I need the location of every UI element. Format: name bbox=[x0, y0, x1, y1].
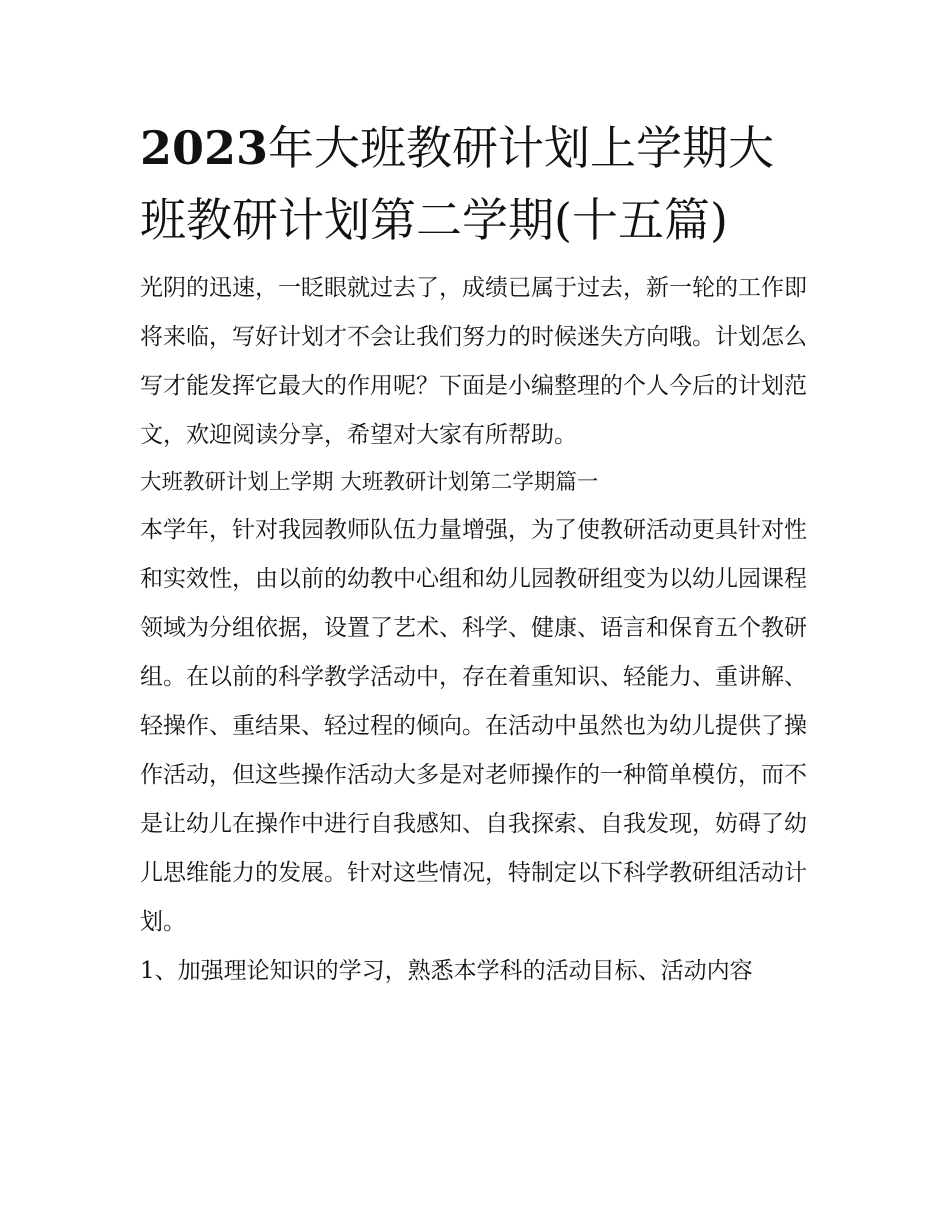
title-year: 2023 bbox=[140, 121, 269, 175]
list-item-1: 1、加强理论知识的学习，熟悉本学科的活动目标、活动内容 bbox=[140, 958, 753, 984]
intro-paragraph: 光阴的迅速，一眨眼就过去了，成绩已属于过去，新一轮的工作即将来临，写好计划才不会让我们努力的时候迷失方向哦。计划怎么写才能发挥它最大的作用呢？下面是小编整理的个人今后的计划范文，欢迎阅读分享，希望对大家有所帮助。 bbox=[140, 275, 807, 448]
body-paragraph: 本学年，针对我园教师队伍力量增强，为了使教研活动更具针对性和实效性，由以前的幼教中心组和幼儿园教研组变为以幼儿园课程领域为分组依据，设置了艺术、科学、健康、语言和保育五个教研组。在以前的科学教学活动中，存在着重知识、轻能力、重讲解、轻操作、重结果、轻过程的倾向。在活动中虽然也为幼儿提供了操作活动，但这些操作活动大多是对老师操作的一种简单模仿，而不是让幼儿在操作中进行自我感知、自我探索、自我发现，妨碍了幼儿思维能力的发展。针对这些情况，特制定以下科学教研组活动计划。 bbox=[140, 517, 807, 935]
document-title bbox=[140, 112, 820, 256]
section-heading: 大班教研计划上学期 大班教研计划第二学期篇一 bbox=[140, 470, 599, 495]
title-text: 年大班教研计划上学期大班教研计划第二学期(十五篇) bbox=[140, 121, 775, 247]
document-page bbox=[140, 112, 820, 996]
